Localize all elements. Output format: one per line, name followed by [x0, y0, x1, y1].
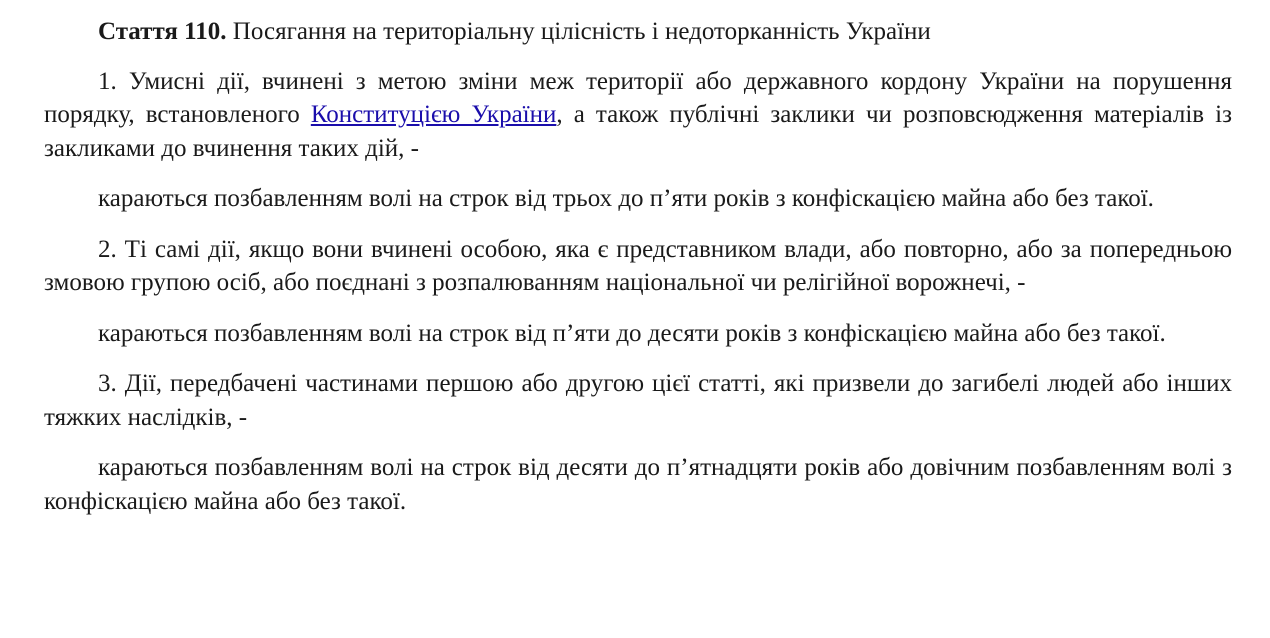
part-2-text: 2. Ті самі дії, якщо вони вчинені особою, яка є представником влади, або повторно, або за попередньою змовою групою осіб, або поєднані з розпалюванням національної чи релігійної ворожнечі, -: [44, 235, 1232, 296]
article-number: Стаття 110.: [98, 18, 227, 45]
part-1-sanction: караються позбавленням волі на строк від трьох до п’яти років з конфіскацією майна або без такої.: [98, 185, 1154, 212]
part-1-text: [44, 65, 1232, 166]
law-article: [44, 15, 1232, 535]
article-title: [44, 15, 1232, 49]
part-1-text-start: 1. Умисні дії, вчинені з метою зміни меж території або державного кордону України на порушення порядку, встановленого: [44, 67, 1232, 128]
part-2-sanction: караються позбавленням волі на строк від п’яти до десяти років з конфіскацією майна або без такої.: [98, 319, 1166, 347]
part-3-sanction: караються позбавленням волі на строк від десяти до п’ятнадцяти років або довічним позбавленням волі з конфіскацією майна або без такої.: [44, 454, 1232, 515]
constitution-link[interactable]: Конституцією України: [310, 101, 557, 128]
article-heading: Посягання на територіальну цілісність і недоторканність України: [226, 18, 931, 45]
part-3-text: 3. Дії, передбачені частинами першою або другою цієї статті, які призвели до загибелі людей або інших тяжких наслідків, -: [44, 370, 1232, 431]
part-1-text-end: , а також публічні заклики чи розповсюдження матеріалів із закликами до вчинення таких дій, -: [44, 101, 1232, 162]
